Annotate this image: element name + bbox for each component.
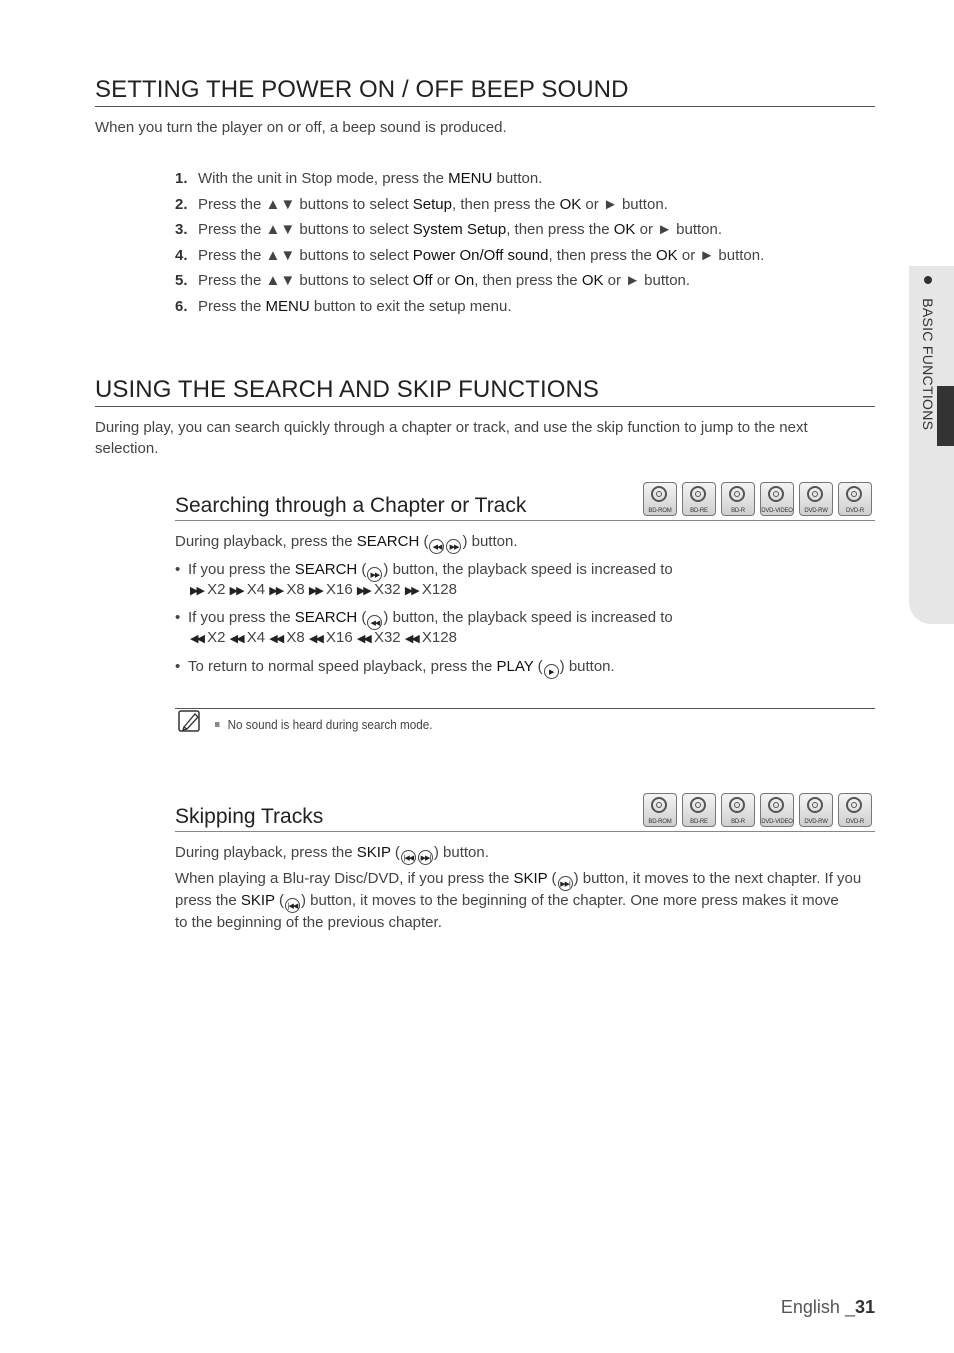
subsection-skip-header [175,793,875,832]
bd-rom-disc-icon: BD-ROM [643,482,677,516]
skip-description: When playing a Blu-ray Disc/DVD, if you press the SKIP ( ▶▶| ) button, it moves to the next chapter. If you press the SKIP ( |◀◀ ) button, it moves to the beginning of the chapter. One more press makes it move to the beginning of the previous chapter. [175,870,862,931]
page-footer: English _31 [780,1297,875,1317]
bd-re-disc-icon: BD-RE [682,482,716,516]
dvd-r-disc-icon: DVD-R [838,793,872,827]
play-button-icon: ▶ [544,664,559,679]
step-item: 5. Press the ▲▼ buttons to select Off or On, then press the OK or ► button. [175,272,691,289]
subsection-search-header [175,482,875,521]
disc-icons [643,482,872,516]
section-intro-search-skip: During play, you can search quickly through a chapter or track, and use the skip function to jump to the next selection. [95,419,808,457]
dvd-r-disc-icon: DVD-R [838,482,872,516]
search-lead: During playback, press the SEARCH ( ◀◀ ▶▶ ) button. [175,532,875,554]
search-forward-button-icon: ▶▶ [446,539,461,554]
side-tab-marker [937,386,954,446]
steps-list [175,168,764,321]
bd-re-disc-icon: BD-RE [682,793,716,827]
skip-back-button-icon: |◀◀ [401,850,416,865]
bd-r-disc-icon: BD-R [721,793,755,827]
skip-forward-button-icon: ▶▶| [558,876,573,891]
reverse-speeds: ◀◀ X2 ◀◀ X4 ◀◀ X8 ◀◀ X16 ◀◀ X32 ◀◀ X128 [190,629,457,646]
bd-r-disc-icon: BD-R [721,482,755,516]
skip-lead: During playback, press the SKIP ( |◀◀ ▶▶| ) button. [175,843,875,865]
step-item: 2. Press the ▲▼ buttons to select Setup, then press the OK or ► button. [175,195,668,213]
note-divider [175,708,875,709]
bd-rom-disc-icon: BD-ROM [643,793,677,827]
dvd-video-disc-icon: DVD-VIDEO [760,793,794,827]
subsection-title-search: Searching through a Chapter or Track [175,494,527,517]
search-back-button-icon: ◀◀ [429,539,444,554]
section-title-search-skip: USING THE SEARCH AND SKIP FUNCTIONS [95,376,875,407]
forward-speeds: ▶▶ X2 ▶▶ X4 ▶▶ X8 ▶▶ X16 ▶▶ X32 ▶▶ X128 [190,581,457,598]
note-pencil-icon [178,710,202,732]
dvd-rw-disc-icon: DVD-RW [799,482,833,516]
step-item: 6. Press the MENU button to exit the setup menu. [175,297,512,315]
subsection-title-skip: Skipping Tracks [175,805,324,828]
skip-forward-button-icon: ▶▶| [418,850,433,865]
search-forward-button-icon: ▶▶ [367,567,382,582]
disc-icons [643,793,872,827]
step-item: 4. Press the ▲▼ buttons to select Power On/Off sound, then press the OK or ► button. [175,246,765,264]
page-number: 31 [854,1297,875,1317]
side-tab-label: BASIC FUNCTIONS [914,276,936,476]
dvd-rw-disc-icon: DVD-RW [799,793,833,827]
section-intro-beep: When you turn the player on or off, a beep sound is produced. [95,119,507,136]
note-text: No sound is heard during search mode. [215,717,432,732]
step-item: 1. With the unit in Stop mode, press the MENU button. [175,170,543,187]
bullet-icon [924,276,932,284]
search-back-button-icon: ◀◀ [367,615,382,630]
dvd-video-disc-icon: DVD-VIDEO [760,482,794,516]
step-item: 3. Press the ▲▼ buttons to select System Setup, then press the OK or ► button. [175,221,723,238]
section-title-beep: SETTING THE POWER ON / OFF BEEP SOUND [95,76,875,107]
skip-back-button-icon: |◀◀ [285,898,300,913]
